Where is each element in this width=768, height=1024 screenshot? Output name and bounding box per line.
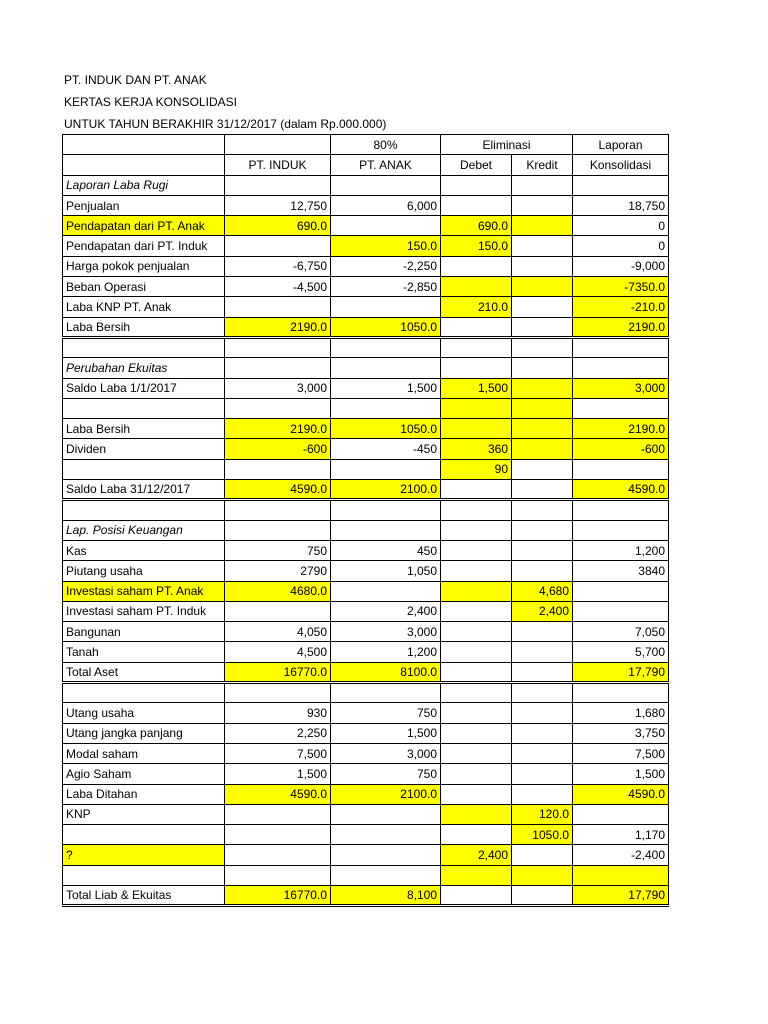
section-header-row bbox=[63, 520, 669, 540]
kredit-cell bbox=[512, 642, 573, 662]
kredit-cell bbox=[512, 216, 573, 236]
debet-cell: 150.0 bbox=[441, 236, 512, 256]
pt-anak-cell bbox=[331, 581, 441, 601]
pt-anak-cell: 1,500 bbox=[331, 723, 441, 743]
account-name-cell: Bangunan bbox=[63, 622, 225, 642]
debet-cell: 2,400 bbox=[441, 845, 512, 865]
kredit-cell bbox=[512, 439, 573, 459]
debet-cell bbox=[441, 277, 512, 297]
kredit-cell bbox=[512, 703, 573, 723]
table-row bbox=[63, 337, 669, 357]
pt-induk-cell bbox=[225, 825, 331, 845]
pt-anak-cell bbox=[331, 500, 441, 520]
kredit-cell bbox=[512, 317, 573, 337]
table-row bbox=[63, 743, 669, 763]
kredit-cell: 2,400 bbox=[512, 601, 573, 621]
pt-anak-cell: 2,400 bbox=[331, 601, 441, 621]
table-row bbox=[63, 236, 669, 256]
table-row bbox=[63, 378, 669, 398]
pt-anak-cell bbox=[331, 175, 441, 195]
table-row bbox=[63, 540, 669, 560]
pt-induk-cell: 2790 bbox=[225, 561, 331, 581]
pt-induk-cell bbox=[225, 175, 331, 195]
kredit-cell bbox=[512, 419, 573, 439]
debet-cell bbox=[441, 581, 512, 601]
account-name-cell: Total Aset bbox=[63, 662, 225, 682]
debet-cell: 210.0 bbox=[441, 297, 512, 317]
account-name-cell: Perubahan Ekuitas bbox=[63, 358, 225, 378]
account-name-cell: Investasi saham PT. Induk bbox=[63, 601, 225, 621]
pt-induk-cell bbox=[225, 601, 331, 621]
section-header-row bbox=[63, 175, 669, 195]
konsolidasi-cell: 7,500 bbox=[573, 743, 669, 763]
konsolidasi-cell: 1,500 bbox=[573, 764, 669, 784]
pt-anak-cell bbox=[331, 358, 441, 378]
kredit-cell bbox=[512, 540, 573, 560]
pt-induk-cell: 4590.0 bbox=[225, 784, 331, 804]
table-row bbox=[63, 764, 669, 784]
kredit-cell: 120.0 bbox=[512, 804, 573, 824]
table-row bbox=[63, 277, 669, 297]
pt-induk-cell bbox=[225, 459, 331, 479]
account-name-cell: Tanah bbox=[63, 642, 225, 662]
header-row-1 bbox=[63, 135, 669, 155]
pt-anak-cell: -2,250 bbox=[331, 256, 441, 276]
pt-induk-cell: 4590.0 bbox=[225, 480, 331, 500]
konsolidasi-cell: 1,170 bbox=[573, 825, 669, 845]
debet-cell bbox=[441, 723, 512, 743]
pt-anak-cell: 3,000 bbox=[331, 743, 441, 763]
pt-anak-cell bbox=[331, 865, 441, 885]
pt-anak-cell bbox=[331, 520, 441, 540]
pt-anak-cell bbox=[331, 683, 441, 703]
table-row bbox=[63, 622, 669, 642]
table-row bbox=[63, 195, 669, 215]
konsolidasi-cell bbox=[573, 581, 669, 601]
account-name-cell: Beban Operasi bbox=[63, 277, 225, 297]
konsolidasi-cell: 17,790 bbox=[573, 885, 669, 905]
pt-anak-cell: 1050.0 bbox=[331, 317, 441, 337]
debet-cell bbox=[441, 885, 512, 905]
debet-cell bbox=[441, 175, 512, 195]
table-row bbox=[63, 784, 669, 804]
pt-anak-cell bbox=[331, 398, 441, 418]
kredit-cell bbox=[512, 622, 573, 642]
account-name-cell: Total Liab & Ekuitas bbox=[63, 885, 225, 905]
account-name-cell: Agio Saham bbox=[63, 764, 225, 784]
table-row bbox=[63, 500, 669, 520]
header-pt-induk: PT. INDUK bbox=[225, 155, 331, 175]
debet-cell bbox=[441, 419, 512, 439]
account-name-cell: Investasi saham PT. Anak bbox=[63, 581, 225, 601]
pt-anak-cell: 1050.0 bbox=[331, 419, 441, 439]
account-name-cell: Pendapatan dari PT. Anak bbox=[63, 216, 225, 236]
debet-cell bbox=[441, 358, 512, 378]
kredit-cell bbox=[512, 520, 573, 540]
konsolidasi-cell bbox=[573, 865, 669, 885]
konsolidasi-cell bbox=[573, 601, 669, 621]
konsolidasi-cell: 7,050 bbox=[573, 622, 669, 642]
pt-induk-cell: -4,500 bbox=[225, 277, 331, 297]
kredit-cell bbox=[512, 743, 573, 763]
debet-cell bbox=[441, 520, 512, 540]
table-row bbox=[63, 703, 669, 723]
debet-cell bbox=[441, 865, 512, 885]
konsolidasi-cell: 2190.0 bbox=[573, 317, 669, 337]
report-title-2: KERTAS KERJA KONSOLIDASI bbox=[64, 95, 237, 109]
account-name-cell: Saldo Laba 31/12/2017 bbox=[63, 480, 225, 500]
konsolidasi-cell: 4590.0 bbox=[573, 480, 669, 500]
header-eliminasi: Eliminasi bbox=[441, 135, 573, 155]
account-name-cell: Dividen bbox=[63, 439, 225, 459]
pt-induk-cell bbox=[225, 297, 331, 317]
konsolidasi-cell: -2,400 bbox=[573, 845, 669, 865]
konsolidasi-cell: 0 bbox=[573, 216, 669, 236]
konsolidasi-cell: -210.0 bbox=[573, 297, 669, 317]
pt-induk-cell: 12,750 bbox=[225, 195, 331, 215]
pt-induk-cell bbox=[225, 865, 331, 885]
pt-induk-cell bbox=[225, 500, 331, 520]
pt-induk-cell: 7,500 bbox=[225, 743, 331, 763]
account-name-cell: Laba Bersih bbox=[63, 419, 225, 439]
pt-anak-cell bbox=[331, 459, 441, 479]
debet-cell bbox=[441, 337, 512, 357]
account-name-cell: Piutang usaha bbox=[63, 561, 225, 581]
debet-cell bbox=[441, 642, 512, 662]
kredit-cell bbox=[512, 459, 573, 479]
konsolidasi-cell bbox=[573, 337, 669, 357]
kredit-cell bbox=[512, 885, 573, 905]
kredit-cell bbox=[512, 277, 573, 297]
kredit-cell bbox=[512, 865, 573, 885]
table-row bbox=[63, 885, 669, 905]
header-laporan: Laporan bbox=[573, 135, 669, 155]
table-row bbox=[63, 419, 669, 439]
konsolidasi-cell bbox=[573, 520, 669, 540]
report-title-1: PT. INDUK DAN PT. ANAK bbox=[64, 73, 207, 87]
table-row bbox=[63, 297, 669, 317]
debet-cell bbox=[441, 195, 512, 215]
debet-cell bbox=[441, 703, 512, 723]
header-debet: Debet bbox=[441, 155, 512, 175]
account-name-cell bbox=[63, 398, 225, 418]
account-name-cell bbox=[63, 865, 225, 885]
table-row bbox=[63, 581, 669, 601]
konsolidasi-cell: -9,000 bbox=[573, 256, 669, 276]
konsolidasi-cell: 5,700 bbox=[573, 642, 669, 662]
konsolidasi-cell bbox=[573, 804, 669, 824]
konsolidasi-cell bbox=[573, 358, 669, 378]
konsolidasi-cell bbox=[573, 500, 669, 520]
pt-induk-cell: 16770.0 bbox=[225, 662, 331, 682]
pt-anak-cell bbox=[331, 825, 441, 845]
pt-induk-cell: 2190.0 bbox=[225, 419, 331, 439]
debet-cell bbox=[441, 256, 512, 276]
account-name-cell bbox=[63, 337, 225, 357]
pt-induk-cell: -600 bbox=[225, 439, 331, 459]
kredit-cell bbox=[512, 297, 573, 317]
table-row bbox=[63, 642, 669, 662]
section-header-row bbox=[63, 358, 669, 378]
konsolidasi-cell: -600 bbox=[573, 439, 669, 459]
debet-cell bbox=[441, 683, 512, 703]
account-name-cell bbox=[63, 683, 225, 703]
pt-anak-cell: 450 bbox=[331, 540, 441, 560]
table-row bbox=[63, 459, 669, 479]
debet-cell bbox=[441, 764, 512, 784]
account-name-cell: Saldo Laba 1/1/2017 bbox=[63, 378, 225, 398]
account-name-cell: Laba KNP PT. Anak bbox=[63, 297, 225, 317]
account-name-cell: Pendapatan dari PT. Induk bbox=[63, 236, 225, 256]
pt-anak-cell: 750 bbox=[331, 703, 441, 723]
pt-anak-cell: 1,200 bbox=[331, 642, 441, 662]
table-row bbox=[63, 256, 669, 276]
pt-induk-cell: 4,050 bbox=[225, 622, 331, 642]
pt-induk-cell bbox=[225, 520, 331, 540]
debet-cell bbox=[441, 743, 512, 763]
table-row bbox=[63, 804, 669, 824]
pt-anak-cell: 2100.0 bbox=[331, 784, 441, 804]
pt-anak-cell: 8100.0 bbox=[331, 662, 441, 682]
konsolidasi-cell bbox=[573, 683, 669, 703]
konsolidasi-cell: 4590.0 bbox=[573, 784, 669, 804]
kredit-cell bbox=[512, 398, 573, 418]
pt-anak-cell: 6,000 bbox=[331, 195, 441, 215]
account-name-cell bbox=[63, 500, 225, 520]
table-row bbox=[63, 439, 669, 459]
konsolidasi-cell: 17,790 bbox=[573, 662, 669, 682]
pt-anak-cell: 1,050 bbox=[331, 561, 441, 581]
konsolidasi-cell: -7350.0 bbox=[573, 277, 669, 297]
pt-induk-cell bbox=[225, 236, 331, 256]
table-row bbox=[63, 398, 669, 418]
konsolidasi-cell bbox=[573, 459, 669, 479]
pt-anak-cell: 3,000 bbox=[331, 622, 441, 642]
debet-cell bbox=[441, 561, 512, 581]
kredit-cell: 1050.0 bbox=[512, 825, 573, 845]
debet-cell bbox=[441, 317, 512, 337]
konsolidasi-cell: 3,750 bbox=[573, 723, 669, 743]
pt-anak-cell: 750 bbox=[331, 764, 441, 784]
header-row-2 bbox=[63, 155, 669, 175]
pt-anak-cell: -450 bbox=[331, 439, 441, 459]
kredit-cell bbox=[512, 337, 573, 357]
kredit-cell bbox=[512, 378, 573, 398]
account-name-cell: Laba Ditahan bbox=[63, 784, 225, 804]
account-name-cell bbox=[63, 459, 225, 479]
pt-induk-cell: 930 bbox=[225, 703, 331, 723]
debet-cell bbox=[441, 825, 512, 845]
pt-induk-cell: 3,000 bbox=[225, 378, 331, 398]
table-row bbox=[63, 825, 669, 845]
pt-induk-cell bbox=[225, 337, 331, 357]
pt-induk-cell: 690.0 bbox=[225, 216, 331, 236]
kredit-cell bbox=[512, 561, 573, 581]
debet-cell bbox=[441, 804, 512, 824]
pt-induk-cell: 2190.0 bbox=[225, 317, 331, 337]
debet-cell: 90 bbox=[441, 459, 512, 479]
header-kredit: Kredit bbox=[512, 155, 573, 175]
pt-anak-cell bbox=[331, 804, 441, 824]
debet-cell bbox=[441, 662, 512, 682]
pt-induk-cell: -6,750 bbox=[225, 256, 331, 276]
debet-cell: 1,500 bbox=[441, 378, 512, 398]
pt-anak-cell: 150.0 bbox=[331, 236, 441, 256]
kredit-cell bbox=[512, 845, 573, 865]
table-row bbox=[63, 662, 669, 682]
konsolidasi-cell: 1,680 bbox=[573, 703, 669, 723]
table-row bbox=[63, 216, 669, 236]
debet-cell bbox=[441, 601, 512, 621]
konsolidasi-cell: 18,750 bbox=[573, 195, 669, 215]
pt-induk-cell: 1,500 bbox=[225, 764, 331, 784]
report-title-3: UNTUK TAHUN BERAKHIR 31/12/2017 (dalam Rp.000.000) bbox=[64, 117, 387, 131]
table-row bbox=[63, 723, 669, 743]
konsolidasi-cell: 0 bbox=[573, 236, 669, 256]
account-name-cell: Utang usaha bbox=[63, 703, 225, 723]
pt-anak-cell bbox=[331, 845, 441, 865]
pt-anak-cell bbox=[331, 297, 441, 317]
account-name-cell: Laba Bersih bbox=[63, 317, 225, 337]
pt-anak-cell bbox=[331, 216, 441, 236]
debet-cell bbox=[441, 500, 512, 520]
account-name-cell: Penjualan bbox=[63, 195, 225, 215]
header-pt-anak: PT. ANAK bbox=[331, 155, 441, 175]
account-name-cell: Modal saham bbox=[63, 743, 225, 763]
pt-anak-cell: 8,100 bbox=[331, 885, 441, 905]
konsolidasi-cell: 2190.0 bbox=[573, 419, 669, 439]
pt-induk-cell bbox=[225, 358, 331, 378]
debet-cell bbox=[441, 540, 512, 560]
pt-anak-cell: 2100.0 bbox=[331, 480, 441, 500]
kredit-cell bbox=[512, 784, 573, 804]
table-row bbox=[63, 561, 669, 581]
account-name-cell: ? bbox=[63, 845, 225, 865]
kredit-cell bbox=[512, 236, 573, 256]
table-row bbox=[63, 865, 669, 885]
account-name-cell: Harga pokok penjualan bbox=[63, 256, 225, 276]
account-name-cell: Laporan Laba Rugi bbox=[63, 175, 225, 195]
kredit-cell bbox=[512, 256, 573, 276]
konsolidasi-cell: 1,200 bbox=[573, 540, 669, 560]
kredit-cell bbox=[512, 500, 573, 520]
debet-cell bbox=[441, 480, 512, 500]
konsolidasi-cell: 3840 bbox=[573, 561, 669, 581]
table-row bbox=[63, 601, 669, 621]
pt-induk-cell: 750 bbox=[225, 540, 331, 560]
konsolidasi-cell: 3,000 bbox=[573, 378, 669, 398]
header-blank-cell bbox=[225, 135, 331, 155]
kredit-cell bbox=[512, 662, 573, 682]
konsolidasi-cell bbox=[573, 398, 669, 418]
pt-anak-cell bbox=[331, 337, 441, 357]
debet-cell bbox=[441, 398, 512, 418]
kredit-cell bbox=[512, 175, 573, 195]
kredit-cell bbox=[512, 480, 573, 500]
kredit-cell bbox=[512, 764, 573, 784]
kredit-cell: 4,680 bbox=[512, 581, 573, 601]
pt-induk-cell: 4680.0 bbox=[225, 581, 331, 601]
account-name-cell: Kas bbox=[63, 540, 225, 560]
pt-induk-cell: 4,500 bbox=[225, 642, 331, 662]
debet-cell bbox=[441, 784, 512, 804]
pt-induk-cell: 2,250 bbox=[225, 723, 331, 743]
account-name-cell: Lap. Posisi Keuangan bbox=[63, 520, 225, 540]
pt-anak-cell: -2,850 bbox=[331, 277, 441, 297]
pt-induk-cell bbox=[225, 804, 331, 824]
debet-cell: 360 bbox=[441, 439, 512, 459]
table-row bbox=[63, 845, 669, 865]
pt-induk-cell: 16770.0 bbox=[225, 885, 331, 905]
konsolidasi-cell bbox=[573, 175, 669, 195]
account-name-cell: Utang jangka panjang bbox=[63, 723, 225, 743]
header-blank-cell bbox=[63, 135, 225, 155]
consolidation-worksheet-table bbox=[62, 134, 669, 907]
pt-anak-cell: 1,500 bbox=[331, 378, 441, 398]
kredit-cell bbox=[512, 723, 573, 743]
debet-cell bbox=[441, 622, 512, 642]
account-name-cell: KNP bbox=[63, 804, 225, 824]
header-blank-cell bbox=[63, 155, 225, 175]
pt-induk-cell bbox=[225, 398, 331, 418]
kredit-cell bbox=[512, 358, 573, 378]
account-name-cell bbox=[63, 825, 225, 845]
kredit-cell bbox=[512, 195, 573, 215]
table-row bbox=[63, 683, 669, 703]
pt-induk-cell bbox=[225, 845, 331, 865]
debet-cell: 690.0 bbox=[441, 216, 512, 236]
table-row bbox=[63, 480, 669, 500]
kredit-cell bbox=[512, 683, 573, 703]
header-ownership-percent: 80% bbox=[331, 135, 441, 155]
pt-induk-cell bbox=[225, 683, 331, 703]
table-row bbox=[63, 317, 669, 337]
header-konsolidasi: Konsolidasi bbox=[573, 155, 669, 175]
